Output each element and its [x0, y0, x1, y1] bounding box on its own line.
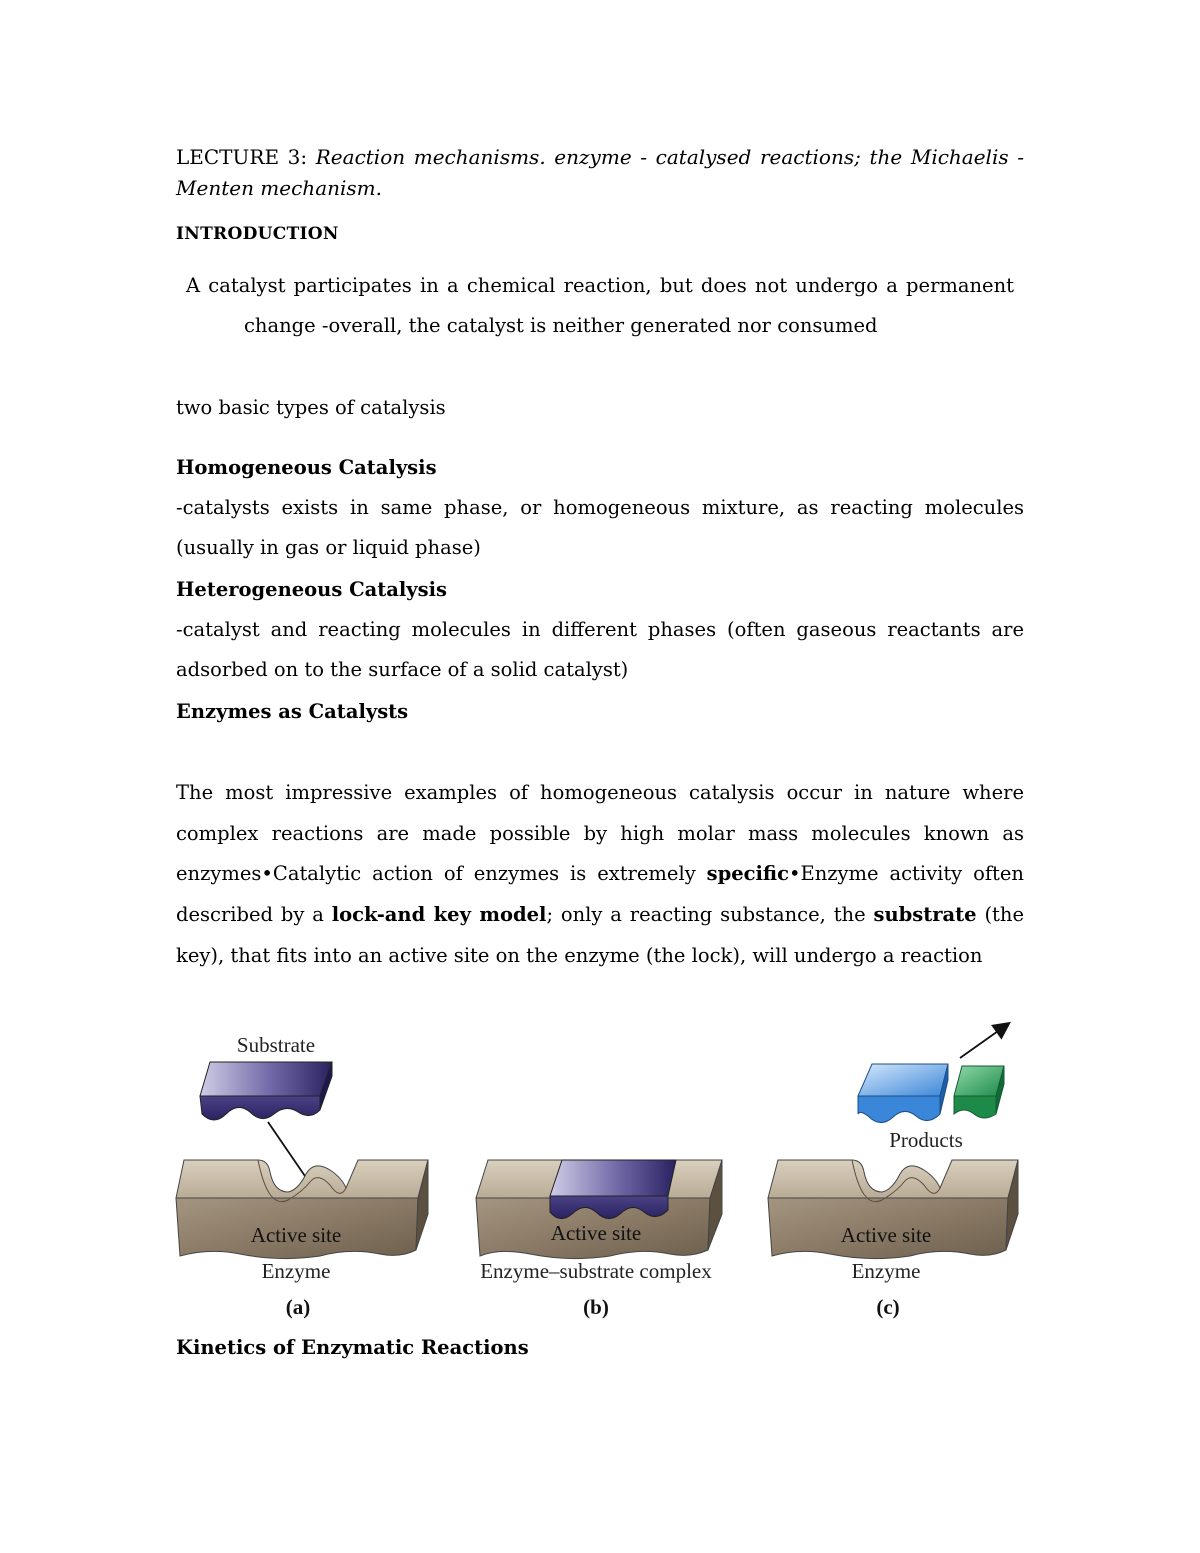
bound-substrate	[550, 1160, 676, 1219]
release-arrow-icon	[960, 1024, 1008, 1058]
panel-a-label: (a)	[285, 1295, 311, 1319]
panel-c-label: (c)	[876, 1295, 900, 1319]
heterogeneous-text: -catalyst and reacting molecules in different phases (often gaseous reactants are adsorbed on to the surface of a solid catalyst)	[176, 618, 1024, 681]
lock-and-key-term: lock-and key model	[331, 903, 547, 927]
enzymes-heading: Enzymes as Catalysts	[176, 700, 409, 723]
introduction-heading: INTRODUCTION	[176, 224, 339, 244]
substrate-term: substrate	[873, 903, 977, 927]
homogeneous-heading: Homogeneous Catalysis	[176, 456, 437, 479]
enzymes-text-1: The most impressive examples of homogeneous catalysis occur in nature where complex reactions are made possible by high molar mass molecules known as enzymes•Catalytic action of enzymes is extremely	[176, 781, 1024, 886]
panel-a	[176, 1033, 428, 1319]
substrate-block	[200, 1062, 332, 1120]
enzyme-label-a: Enzyme	[261, 1259, 331, 1283]
specific-term: specific	[706, 862, 789, 886]
enzyme-label-c: Enzyme	[851, 1259, 921, 1283]
products-label: Products	[889, 1128, 963, 1152]
active-site-label-b: Active site	[550, 1221, 642, 1245]
heterogeneous-heading: Heterogeneous Catalysis	[176, 578, 448, 601]
enzymes-text-3: ; only a reacting substance, the	[546, 903, 874, 927]
product-green	[954, 1066, 1004, 1118]
lecture-label: LECTURE 3:	[176, 145, 308, 169]
panel-b-label: (b)	[583, 1295, 609, 1319]
active-site-label-c: Active site	[840, 1223, 932, 1247]
lock-and-key-figure	[170, 1010, 1030, 1320]
lecture-title	[176, 142, 1024, 204]
complex-label: Enzyme–substrate complex	[480, 1259, 712, 1283]
substrate-label: Substrate	[236, 1033, 316, 1057]
homogeneous-text: -catalysts exists in same phase, or homogeneous mixture, as reacting molecules (usually in gas or liquid phase)	[176, 496, 1024, 559]
catalyst-definition-line1: A catalyst participates in a chemical reaction, but does not undergo a permanent	[186, 274, 1014, 297]
product-blue	[858, 1064, 948, 1123]
enzymes-paragraph	[176, 773, 1024, 977]
enzymes-text-2: •Enzyme activity often described by a	[176, 862, 1024, 927]
lecture-topic: Reaction mechanisms. enzyme - catalysed reactions; the Michaelis - Menten mechanism.	[176, 145, 1024, 200]
kinetics-heading: Kinetics of Enzymatic Reactions	[176, 1336, 529, 1359]
catalysis-types-line: two basic types of catalysis	[176, 396, 446, 419]
catalyst-definition-line2: change -overall, the catalyst is neither generated nor consumed	[244, 314, 878, 337]
panel-c	[768, 1024, 1018, 1319]
panel-b	[476, 1160, 722, 1319]
enzymes-text-4: (the key), that fits into an active site on the enzyme (the lock), will undergo a reaction	[176, 903, 1024, 967]
active-site-label-a: Active site	[250, 1223, 342, 1247]
